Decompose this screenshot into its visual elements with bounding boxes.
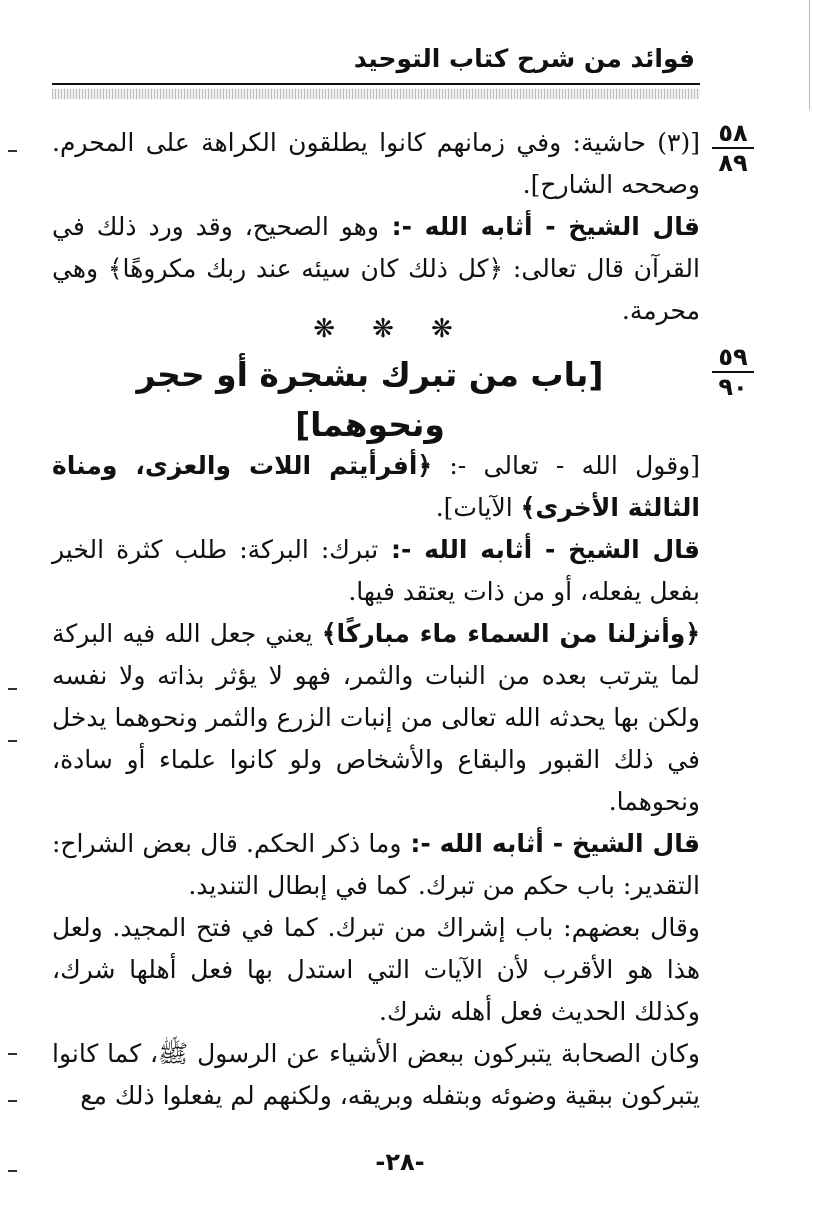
margin-mark <box>8 1100 17 1102</box>
margin-ref-1 <box>706 120 760 176</box>
commentary-text-3: يعني جعل الله فيه البركة لما يترتب بعده من النبات والثمر، فهو لا يؤثر بذاته ولا نفسه ولكن بها يحدثه الله تعالى من إنبات الزرع والثمر ونحوهما يدخل في ذلك القبور والبقاع والأشخاص ولو كانوا علماء أو سادة، ونحوهما. <box>52 619 700 816</box>
margin-mark <box>8 1053 17 1055</box>
margin-ref-1-top: ٥٨ <box>718 119 748 147</box>
margin-ref-2-top: ٥٩ <box>718 343 748 371</box>
running-header-title: فوائد من شرح كتاب التوحيد <box>353 44 695 73</box>
verse-intro: [وقول الله - تعالى -: <box>432 451 700 480</box>
margin-ref-2 <box>706 344 760 400</box>
header-ornament-band <box>52 89 700 99</box>
text-block-1 <box>52 122 700 332</box>
commentary-text-2: تبرك: البركة: طلب كثرة الخير بفعل يفعله، أو من ذات يعتقد فيها. <box>52 535 700 606</box>
page-number: -٢٨- <box>375 1148 425 1176</box>
margin-mark <box>8 740 17 742</box>
commentary-text-4: وما ذكر الحكم. قال بعض الشراح: التقدير: باب حكم من تبرك. كما في إبطال التنديد. <box>52 829 700 900</box>
header-rule <box>52 83 700 85</box>
speaker-lead-3: قال الشيخ - أثابه الله -: <box>401 829 700 858</box>
margin-mark <box>8 150 17 152</box>
speaker-lead-1: قال الشيخ - أثابه الله -: <box>378 212 700 241</box>
section-separator: ❋ ❋ ❋ <box>313 314 467 344</box>
commentary-paragraph-6: وكان الصحابة يتبركون ببعض الأشياء عن الرسول ﷺ، كما كانوا يتبركون ببقية وضوئه وبتفله وبريقه، ولكنهم لم يفعلوا ذلك مع <box>52 1039 700 1110</box>
commentary-paragraph-3 <box>52 613 700 823</box>
footnote-paragraph: [(٣) حاشية: وفي زمانهم كانوا يطلقون الكراهة على المحرم. وصححه الشارح]. <box>52 128 700 199</box>
margin-ref-1-bottom: ٨٩ <box>718 149 748 177</box>
margin-mark <box>8 1170 17 1172</box>
verse-paragraph <box>52 445 700 529</box>
verse-quote-2: ﴿وأنزلنا من السماء ماء مباركًا﴾ <box>321 619 700 648</box>
verse-outro: الآيات]. <box>435 493 521 522</box>
verse-quote: ﴿أفرأيتم اللات والعزى، ومناة الثالثة الأخرى﴾ <box>52 451 700 522</box>
commentary-paragraph-4 <box>52 823 700 907</box>
chapter-title: [باب من تبرك بشجرة أو حجر ونحوهما] <box>136 355 604 444</box>
commentary-paragraph-2 <box>52 529 700 613</box>
margin-mark <box>8 688 17 690</box>
text-block-2 <box>52 445 700 1117</box>
commentary-paragraph-5: وقال بعضهم: باب إشراك من تبرك. كما في فتح المجيد. ولعل هذا هو الأقرب لأن الآيات التي استدل بها فعل أهلها شرك، وكذلك الحديث فعل أهله شرك. <box>52 913 700 1026</box>
margin-ref-2-bottom: ٩٠ <box>718 373 748 401</box>
commentary-text-1: وهو الصحيح، وقد ورد ذلك في القرآن قال تعالى: ﴿كل ذلك كان سيئه عند ربك مكروهًا﴾ وهي محرمة. <box>52 212 700 325</box>
speaker-lead-2: قال الشيخ - أثابه الله -: <box>378 535 700 564</box>
page-edge-line <box>809 0 810 110</box>
